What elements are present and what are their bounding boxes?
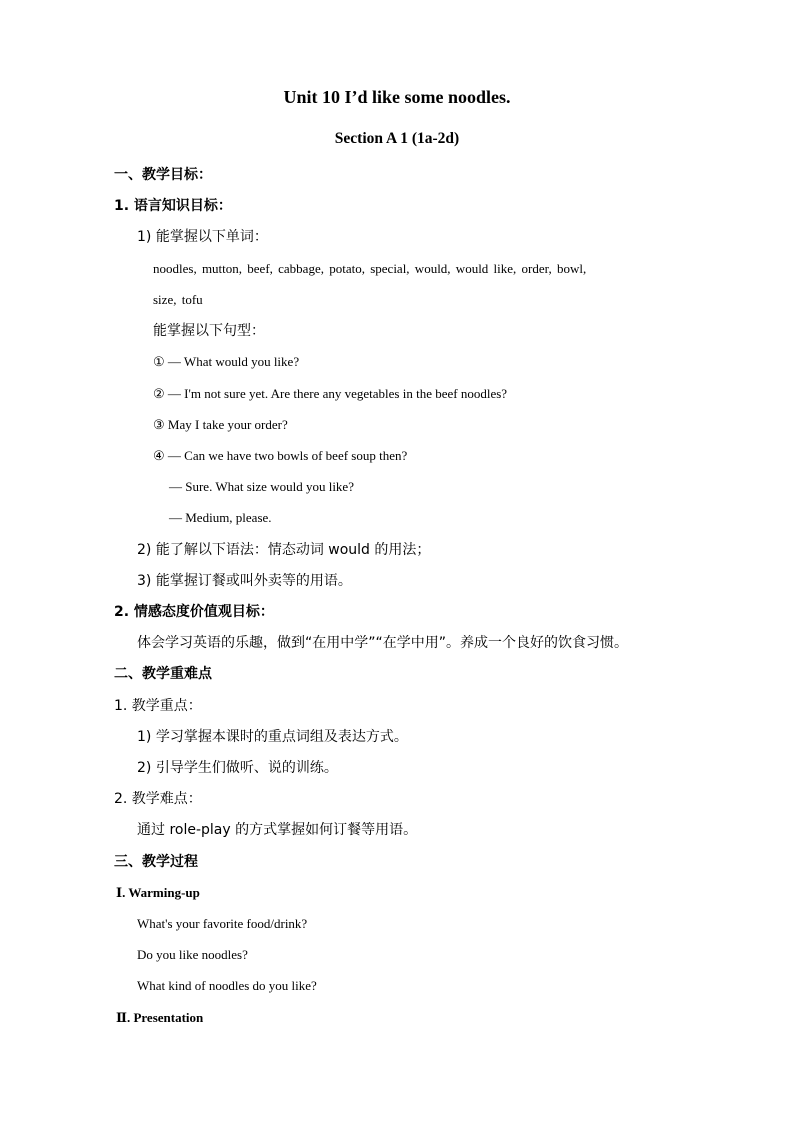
vocabulary-list-line-2: size, tofu [153,292,203,307]
sentence-pattern-4: ④ — Can we have two bowls of beef soup then? [153,448,408,463]
sentence-pattern-1: ① — What would you like? [153,354,300,369]
item-ordering-phrases: 3) 能掌握订餐或叫外卖等的用语。 [137,573,352,589]
sentence-pattern-2: ② — I'm not sure yet. Are there any vegetables in the beef noodles? [153,386,508,401]
section-subtitle: Section A 1 (1a-2d) [334,130,460,147]
sentence-pattern-4-reply-2: — Medium, please. [169,510,272,525]
heading-key-points: 1. 教学重点： [114,698,202,714]
sentence-pattern-3: ③ May I take your order? [153,417,288,432]
difficult-point-text: 通过 role-play 的方式掌握如何订餐等用语。 [137,822,418,838]
vocabulary-list-line-1: noodles, mutton, beef, cabbage, potato, special, would, would like, order, bowl, [153,261,587,276]
item-vocabulary-intro: 1) 能掌握以下单词： [137,229,268,245]
step-warming-up: Ⅰ. Warming-up [116,885,200,900]
emotional-attitude-text: 体会学习英语的乐趣，做到“在用中学”“在学中用”。养成一个良好的饮食习惯。 [137,635,629,651]
sentence-pattern-4-reply-1: — Sure. What size would you like? [169,479,354,494]
sentence-patterns-intro: 能掌握以下句型： [153,323,265,339]
step-presentation: Ⅱ. Presentation [116,1010,204,1025]
heading-difficult-points: 2. 教学难点： [114,791,202,807]
document-title: Unit 10 I’d like some noodles. [283,87,511,107]
heading-emotional-attitude: 2. 情感态度价值观目标： [114,604,274,620]
warmup-question-2: Do you like noodles? [137,947,248,962]
heading-teaching-process: 三、教学过程 [114,854,198,870]
heading-key-difficult-points: 二、教学重难点 [114,666,212,682]
key-point-1: 1) 学习掌握本课时的重点词组及表达方式。 [137,729,408,745]
item-grammar: 2) 能了解以下语法：情态动词 would 的用法； [137,542,431,558]
heading-teaching-objectives: 一、教学目标： [114,167,212,183]
heading-language-knowledge: 1. 语言知识目标： [114,198,232,214]
warmup-question-1: What's your favorite food/drink? [137,916,308,931]
key-point-2: 2) 引导学生们做听、说的训练。 [137,760,338,776]
warmup-question-3: What kind of noodles do you like? [137,978,317,993]
